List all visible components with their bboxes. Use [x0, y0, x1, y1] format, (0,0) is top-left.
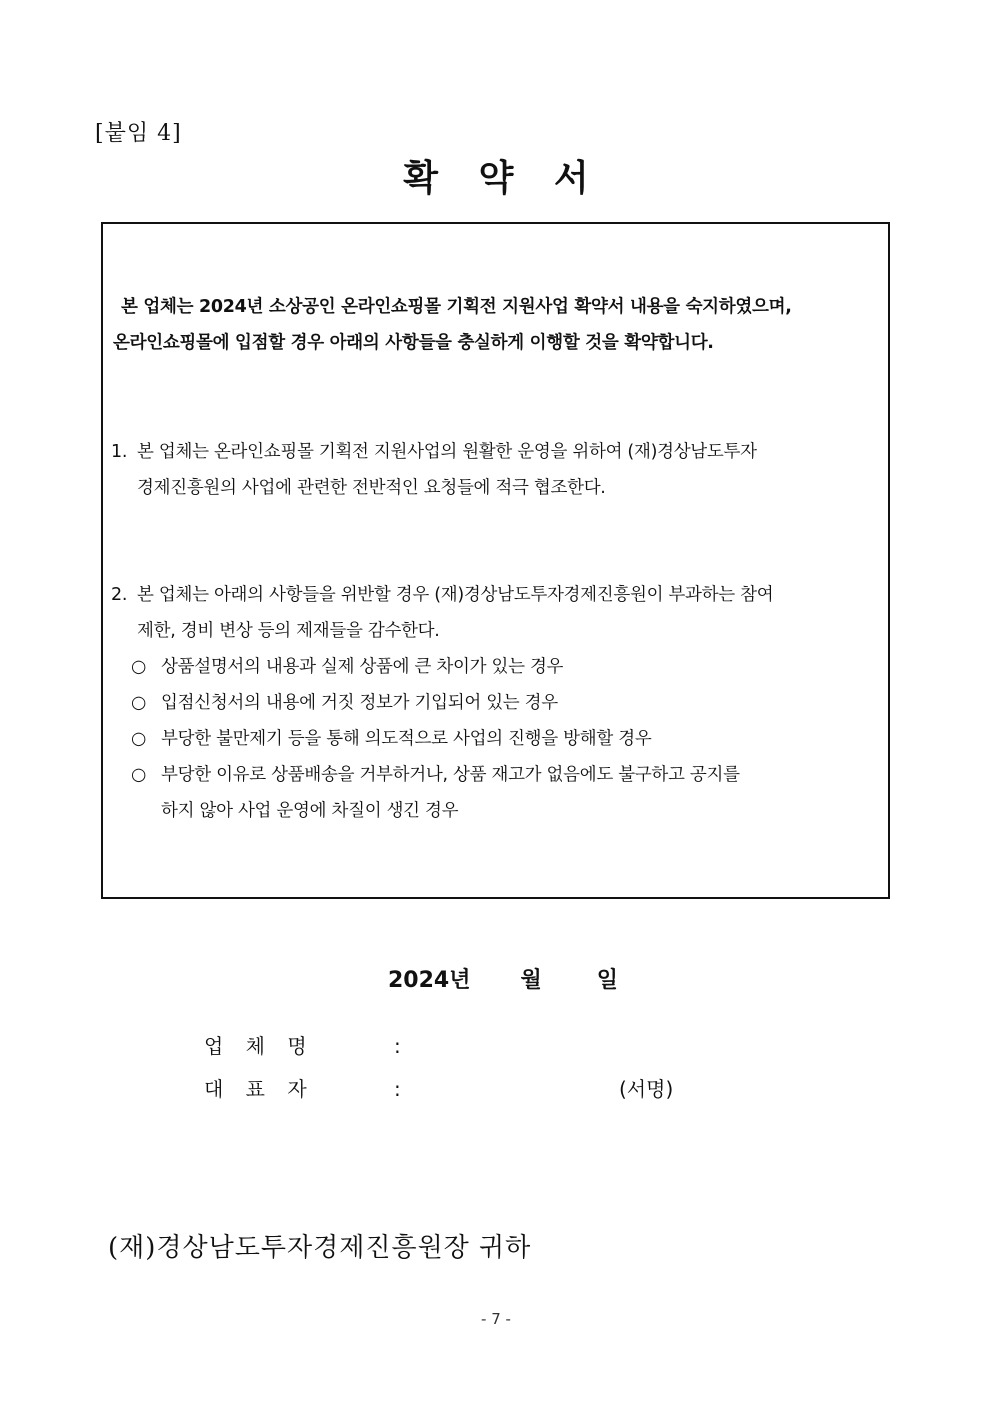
- date-day: 일: [596, 968, 619, 993]
- company-name-colon: :: [394, 1034, 401, 1058]
- intro-line-2: 온라인쇼핑몰에 입점할 경우 아래의 사항들을 충실하게 이행할 것을 확약합니다.: [113, 333, 714, 353]
- sub-item-3: [131, 721, 883, 757]
- signature-label: (서명): [619, 1077, 674, 1101]
- company-name-label: 업 체 명: [204, 1034, 315, 1058]
- item-number: 1.: [111, 442, 128, 462]
- sub-item-1: [131, 649, 883, 685]
- attachment-label: [붙임 4]: [95, 121, 182, 146]
- circle-bullet-icon: ○: [131, 765, 146, 785]
- sub-item-2: [131, 685, 883, 721]
- document-title: 확 약 서: [403, 158, 603, 199]
- pledge-item-2: [111, 577, 883, 649]
- representative-colon: :: [394, 1077, 401, 1101]
- recipient: (재)경상남도투자경제진흥원장 귀하: [108, 1233, 532, 1263]
- item-line-2: 제한, 경비 변상 등의 제재들을 감수한다.: [137, 621, 440, 641]
- page-number: - 7 -: [481, 1310, 511, 1328]
- sub-item-4: [131, 757, 883, 829]
- date-line: [388, 963, 618, 994]
- date-month: 월: [520, 968, 542, 993]
- circle-bullet-icon: ○: [131, 729, 146, 749]
- intro-paragraph: [113, 289, 883, 361]
- item-line-1: 본 업체는 아래의 사항들을 위반할 경우 (재)경상남도투자경제진흥원이 부과하는 참여: [137, 585, 774, 605]
- company-name-row: [204, 1030, 619, 1059]
- pledge-box: [101, 222, 890, 899]
- item-number: 2.: [111, 585, 128, 605]
- date-year: 2024년: [388, 968, 471, 993]
- sub-item-text: 입점신청서의 내용에 거짓 정보가 기입되어 있는 경우: [161, 693, 558, 713]
- intro-line-1: 본 업체는 2024년 소상공인 온라인쇼핑몰 기획전 지원사업 확약서 내용을 숙지하였으며,: [121, 297, 792, 317]
- representative-row: [204, 1073, 673, 1102]
- sub-item-text-continued: 하지 않아 사업 운영에 차질이 생긴 경우: [161, 801, 459, 821]
- sub-item-text: 상품설명서의 내용과 실제 상품에 큰 차이가 있는 경우: [161, 657, 564, 677]
- circle-bullet-icon: ○: [131, 693, 146, 713]
- item-line-2: 경제진흥원의 사업에 관련한 전반적인 요청들에 적극 협조한다.: [137, 478, 606, 498]
- representative-label: 대 표 자: [204, 1077, 315, 1101]
- circle-bullet-icon: ○: [131, 657, 146, 677]
- item-line-1: 본 업체는 온라인쇼핑몰 기획전 지원사업의 원활한 운영을 위하여 (재)경상남도투자: [137, 442, 757, 462]
- pledge-item-1: [111, 434, 883, 506]
- sub-item-text: 부당한 이유로 상품배송을 거부하거나, 상품 재고가 없음에도 불구하고 공지를: [161, 765, 740, 785]
- sub-item-text: 부당한 불만제기 등을 통해 의도적으로 사업의 진행을 방해할 경우: [161, 729, 652, 749]
